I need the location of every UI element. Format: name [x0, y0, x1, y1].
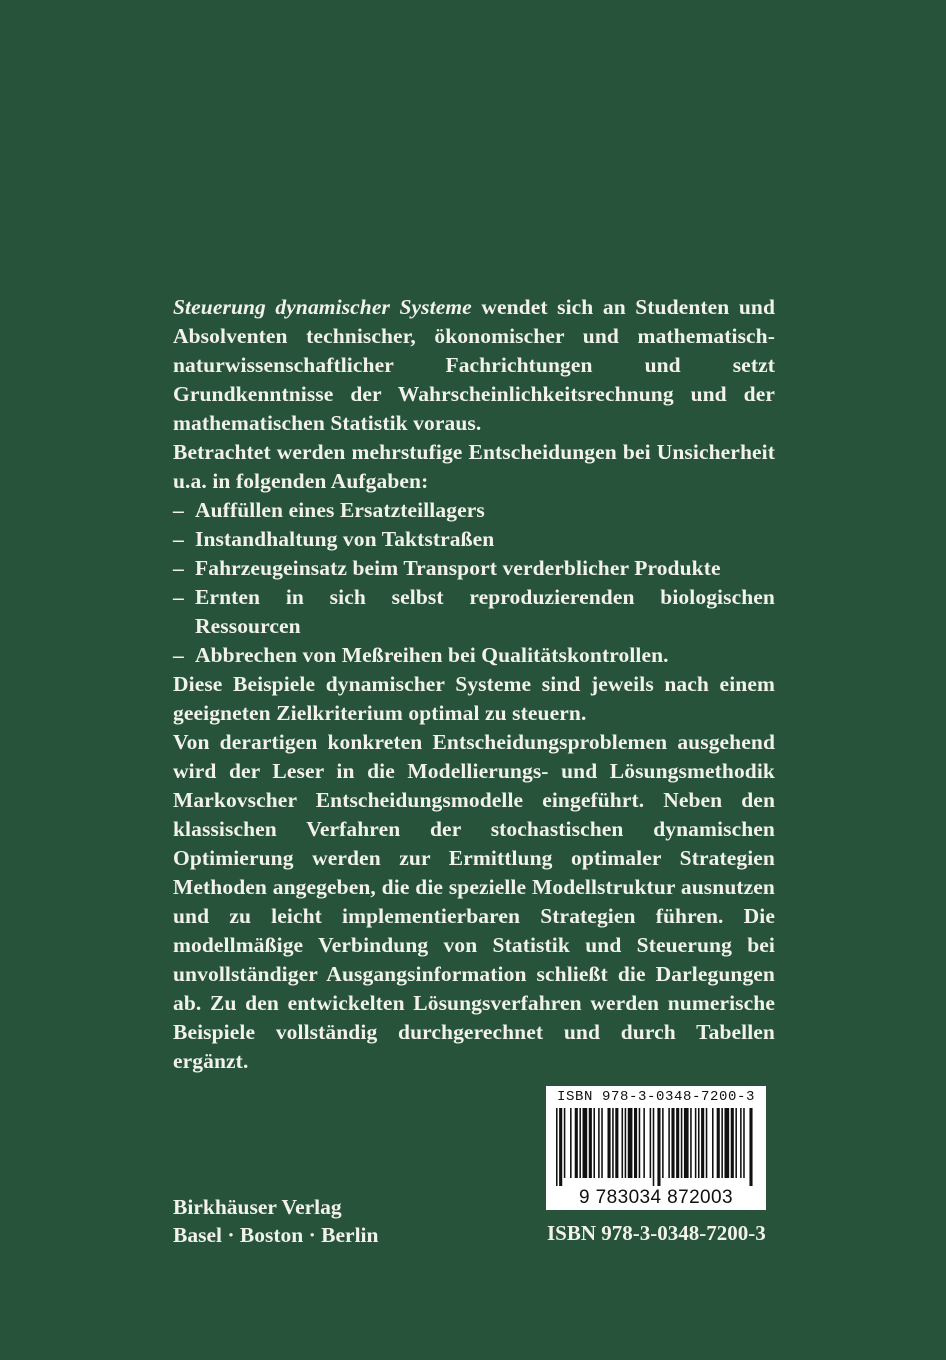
barcode-bar — [639, 1108, 641, 1178]
barcode-bars — [556, 1108, 756, 1186]
barcode-bar — [724, 1108, 729, 1178]
intro-text: wendet sich an Studenten und Absolventen technischer, ökonomischer und mathematisch-naturwissenschaftlicher Fachrichtungen und setzt Grundkenntnisse der Wahrscheinlichkeitsrechnung und der mathematischen Statistik voraus. — [173, 295, 776, 435]
barcode-bar — [721, 1108, 723, 1178]
barcode-bar — [643, 1108, 645, 1178]
intro-paragraph — [173, 293, 775, 438]
isbn-barcode — [546, 1086, 766, 1210]
barcode-bar — [706, 1108, 708, 1178]
barcode-bar — [628, 1108, 633, 1178]
barcode-bar — [657, 1108, 660, 1186]
barcode-bar — [695, 1108, 697, 1178]
barcode-bar — [625, 1108, 627, 1178]
barcode-bar — [743, 1108, 745, 1178]
barcode-bar — [579, 1108, 581, 1178]
barcode-bar — [615, 1108, 618, 1178]
barcode-bar — [601, 1108, 603, 1178]
examples-paragraph: Diese Beispiele dynamischer Systeme sind jeweils nach einem geeigneten Zielkriterium optimal zu steuern. — [173, 672, 775, 725]
barcode-bar — [612, 1108, 614, 1178]
task-item: – Fahrzeugeinsatz beim Transport verderblicher Produkte — [173, 554, 775, 583]
task-item: – Instandhaltung von Taktstraßen — [173, 525, 775, 554]
barcode-bar — [593, 1108, 595, 1178]
barcode-bar — [564, 1108, 566, 1178]
barcode-digits: 9 783034 872003 — [579, 1187, 733, 1208]
tasks-intro-paragraph: Betrachtet werden mehrstufige Entscheidungen bei Unsicherheit u.a. in folgenden Aufgaben: — [173, 440, 775, 493]
barcode-bar — [570, 1108, 572, 1178]
back-cover-blurb — [173, 293, 775, 1076]
barcode-bar — [653, 1108, 655, 1186]
task-item: – Auffüllen eines Ersatzteillagers — [173, 496, 775, 525]
barcode-bar — [668, 1108, 670, 1178]
barcode-bar — [749, 1108, 752, 1186]
barcode-bar — [684, 1108, 689, 1178]
barcode-isbn-text: ISBN 978-3-0348-7200-3 — [556, 1089, 756, 1105]
barcode-bar — [740, 1108, 742, 1178]
barcode-bar — [690, 1108, 692, 1178]
barcode-bar — [607, 1108, 610, 1178]
barcode-bar — [717, 1108, 720, 1178]
barcode-bar — [575, 1108, 578, 1178]
barcode-bar — [698, 1108, 700, 1178]
barcode-bar — [676, 1108, 679, 1178]
barcode-bar — [701, 1108, 704, 1178]
barcode-bar — [735, 1108, 737, 1178]
barcode-bar — [634, 1108, 637, 1178]
barcode-bar — [681, 1108, 683, 1178]
barcode-bar — [662, 1108, 664, 1178]
barcode-bar — [589, 1108, 592, 1178]
barcode-bar — [559, 1108, 562, 1186]
barcode-bar — [598, 1108, 600, 1178]
publisher-block — [173, 1193, 378, 1249]
isbn-number: ISBN 978-3-0348-7200-3 — [547, 1221, 766, 1245]
barcode-bar — [712, 1108, 714, 1178]
barcode-bar — [556, 1108, 558, 1186]
publisher-name: Birkhäuser Verlag — [173, 1195, 342, 1219]
task-list — [173, 496, 775, 670]
barcode-bar — [671, 1108, 674, 1178]
barcode-bar — [583, 1108, 588, 1178]
barcode-bar — [622, 1108, 624, 1178]
barcode-bar — [650, 1108, 652, 1178]
method-paragraph: Von derartigen konkreten Entscheidungsproblemen ausgehend wird der Leser in die Modellierungs- und Lösungsmethodik Markovscher Entscheidungsmodelle eingeführt. Neben den klassischen Verfahren der stochastischen dynamischen Optimierung werden zur Ermittlung optimaler Strategien Methoden angegeben, die die spezielle Modellstruktur ausnutzen und zu leicht implementierbaren Strategien führen. Die modellmäßige Verbindung von Statistik und Steuerung bei unvollständiger Ausgangsinformation schließt die Darlegungen ab. Zu den entwickelten Lösungsverfahren werden numerische Beispiele vollständig durchgerechnet und durch Tabellen ergänzt. — [173, 730, 775, 1073]
task-item: – Abbrechen von Meßreihen bei Qualitätskontrollen. — [173, 641, 775, 670]
task-item: – Ernten in sich selbst reproduzierenden biologischen Ressourcen — [173, 583, 775, 641]
publisher-cities: Basel · Boston · Berlin — [173, 1223, 379, 1247]
barcode-bar — [731, 1108, 734, 1178]
book-title-italic: Steuerung dynamischer Systeme — [173, 295, 472, 319]
